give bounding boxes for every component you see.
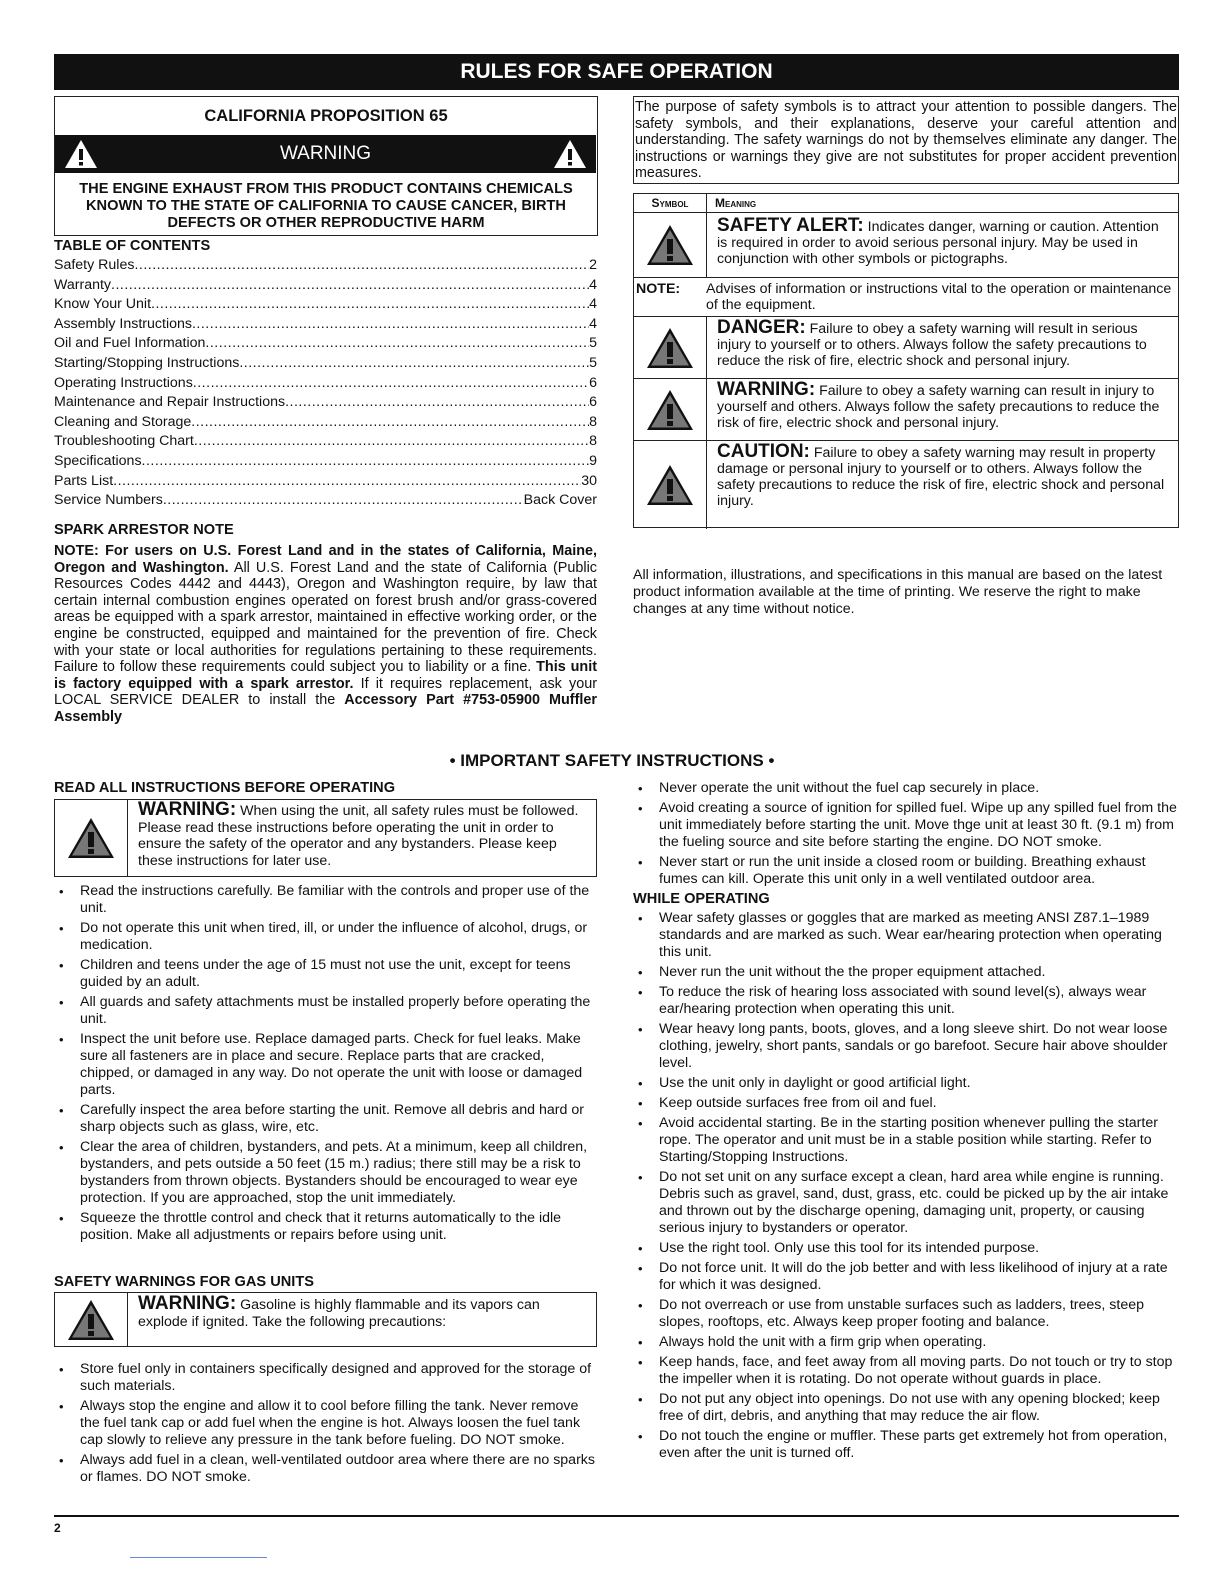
symbol-table-header [634, 194, 1178, 212]
spark-title: SPARK ARRESTOR NOTE [54, 522, 234, 538]
toc-leader-dots [193, 374, 589, 394]
list-item: • Avoid creating a source of ignition for spilled fuel. Wipe up any spilled fuel from the unit immediately before starting the unit. Move thge unit at least 30 ft. (9.1 m) from the fueling source and site before starting the engine. DO NOT smoke. [633, 800, 1179, 851]
list-item: • Squeeze the throttle control and check that it returns automatically to the idle position. Make all adjustments or repairs before using unit. [54, 1210, 597, 1244]
prop65-warning-label: WARNING [279, 143, 372, 164]
toc-item-title: Safety Rules [54, 257, 135, 273]
toc-item-page: 30 [581, 472, 597, 489]
list-item: • Children and teens under the age of 15 must not use the unit, except for teens guided by an adult. [54, 957, 597, 991]
toc-item [54, 374, 597, 394]
all-info-text: All information, illustrations, and specifications in this manual are based on the latest product information available at the time of printing. We reserve the right to make changes at any time without notice. [633, 567, 1163, 617]
toc-leader-dots [239, 354, 589, 374]
spark-arrestor-section [54, 522, 597, 726]
list-item: • Do not put any object into openings. Do not use with any opening blocked; keep free of dirt, debris, and anything that may reduce the air flow. [633, 1391, 1179, 1425]
symbol-col-header: Symbol [634, 194, 707, 212]
toc-leader-dots [163, 491, 524, 511]
important-safety-heading: • IMPORTANT SAFETY INSTRUCTIONS • [449, 751, 775, 770]
list-item: • Inspect the unit before use. Replace damaged parts. Check for fuel leaks. Make sure all fasteners are in place and secure. Replace parts that are cracked, chipped, or damaged in any way. Do not operate the unit with loose or damaged parts. [54, 1031, 597, 1099]
toc-item-title: Cleaning and Storage [54, 413, 192, 430]
list-item: • All guards and safety attachments must be installed properly before operating the unit. [54, 994, 597, 1028]
toc-item [54, 276, 597, 296]
symbol-row-danger [634, 316, 1178, 378]
toc-item-title: Parts List [54, 472, 114, 489]
toc-leader-dots [111, 276, 589, 296]
toc-leader-dots [151, 295, 589, 315]
caution-heading: CAUTION: [717, 441, 810, 462]
symbol-table [633, 193, 1179, 528]
page-header: RULES FOR SAFE OPERATION [54, 54, 1179, 90]
gas-warning-heading: WARNING: [138, 1293, 237, 1314]
list-item: • Carefully inspect the area before starting the unit. Remove all debris and hard or sharp objects such as glass, wire, etc. [54, 1102, 597, 1136]
safety-alert-icon [634, 213, 707, 277]
toc-item-page: 5 [589, 354, 597, 371]
gas-bullets [54, 1361, 597, 1486]
toc-item [54, 256, 597, 276]
gas-warning-text [128, 1293, 596, 1346]
read-all-bullets [54, 883, 597, 1244]
safety-alert-heading: SAFETY ALERT: [717, 215, 864, 236]
read-all-section [54, 780, 597, 1247]
list-item: • Use the unit only in daylight or good artificial light. [633, 1075, 1179, 1092]
warning-triangle-icon [552, 138, 588, 170]
list-item: • Use the right tool. Only use this tool for its intended purpose. [633, 1240, 1179, 1257]
list-item: • Keep outside surfaces free from oil and fuel. [633, 1095, 1179, 1112]
purpose-text: The purpose of safety symbols is to attract your attention to possible dangers. The safety symbols, and their explanations, deserve your careful attention and understanding. The safety warnings do not by themselves eliminate any danger. The instructions or warnings they give are not substitutes for proper accident prevention measures. [635, 99, 1177, 181]
caution-desc: Failure to obey a safety warning may result in property damage or personal injury to yourself or to others. Always follow the safety precautions to reduce the risk of fire, electric shock and personal injury. [717, 445, 1165, 509]
toc-item [54, 393, 597, 413]
toc-item-page: 5 [589, 335, 597, 352]
toc-item [54, 472, 597, 492]
read-all-warning-desc: When using the unit, all safety rules must be followed. Please read these instructions before operating the unit in order to ensure the safety of the operator and any bystanders. Please keep these instructions for later use. [138, 803, 579, 869]
list-item: • Do not overreach or use from unstable surfaces such as ladders, trees, steep slopes, rooftops, etc. Always keep proper footing and balance. [633, 1297, 1179, 1331]
toc-item-title: Maintenance and Repair Instructions [54, 394, 286, 411]
danger-heading: DANGER: [717, 317, 806, 338]
list-item: • Never run the unit without the the proper equipment attached. [633, 964, 1179, 981]
symbol-row-note [634, 277, 1178, 316]
toc-item [54, 491, 597, 511]
toc-leader-dots [285, 393, 589, 413]
while-operating-title: WHILE OPERATING [633, 891, 770, 907]
scan-artifact-line [130, 1557, 267, 1558]
symbol-row-safety-alert [634, 212, 1178, 277]
toc-item-title: Starting/Stopping Instructions [54, 354, 240, 371]
list-item: • Do not operate this unit when tired, ill, or under the influence of alcohol, drugs, or medication. [54, 920, 597, 954]
list-item: • Avoid accidental starting. Be in the starting position whenever pulling the starter rope. The operator and unit must be in a stable position while starting. Refer to Starting/Stopping Instructions. [633, 1115, 1179, 1166]
warning-icon [55, 1293, 128, 1346]
caution-text [707, 441, 1178, 529]
read-all-title: READ ALL INSTRUCTIONS BEFORE OPERATING [54, 780, 396, 796]
toc-item [54, 452, 597, 472]
symbol-row-warning [634, 378, 1178, 440]
list-item: • Do not set unit on any surface except a clean, hard area while engine is running. Debris such as gravel, sand, dust, grass, etc. could be picked up by the air intake and thrown out by the discharge opening, damaging unit, property, or causing serious injury to bystanders or operator. [633, 1169, 1179, 1237]
toc-item-title: Warranty [54, 276, 112, 293]
toc-item-title: Service Numbers [54, 492, 163, 509]
list-item: • Wear safety glasses or goggles that are marked as meeting ANSI Z87.1–1989 standards and are marked as such. Wear ear/hearing protection when operating this unit. [633, 910, 1179, 961]
list-item: • Keep hands, face, and feet away from all moving parts. Do not touch or try to stop the impeller when it is rotating. Do not operate without guards in place. [633, 1354, 1179, 1388]
toc-item [54, 315, 597, 335]
fuel-bullets [633, 780, 1179, 888]
list-item: • Wear heavy long pants, boots, gloves, and a long sleeve shirt. Do not wear loose clothing, jewelry, short pants, sandals or go barefoot. Secure hair above shoulder level. [633, 1021, 1179, 1072]
gas-warning-box [54, 1292, 597, 1347]
read-all-warning-text [128, 800, 596, 876]
list-item: • Always add fuel in a clean, well-ventilated outdoor area where there are no sparks or flames. DO NOT smoke. [54, 1452, 597, 1486]
toc-item [54, 432, 597, 452]
toc-item-title: Know Your Unit [54, 296, 152, 313]
warning-triangle-icon [63, 138, 99, 170]
gas-section [54, 1274, 597, 1489]
list-item: • Always stop the engine and allow it to cool before filling the tank. Never remove the fuel tank cap or add fuel when the engine is hot. Always loosen the fuel tank cap slowly to relieve any pressure in the tank before fueling. DO NOT smoke. [54, 1398, 597, 1449]
danger-icon [634, 317, 707, 378]
prop65-text: THE ENGINE EXHAUST FROM THIS PRODUCT CONTAINS CHEMICALS KNOWN TO THE STATE OF CALIFORNIA TO CAUSE CANCER, BIRTH DEFECTS OR OTHER REPRODUCTIVE HARM [79, 181, 573, 231]
warning-desc: Failure to obey a safety warning can result in injury to yourself and others. Always follow the safety precautions to reduce the risk of fire, electric shock and personal injury. [717, 383, 1160, 431]
toc-item [54, 334, 597, 354]
read-all-warning-box [54, 799, 597, 877]
footer-rule [54, 1515, 1179, 1517]
safety-alert-desc: Indicates danger, warning or caution. Attention is required in order to avoid serious personal injury. May be used in conjunction with other symbols or pictographs. [717, 219, 1159, 267]
prop65-warning-bar [55, 135, 596, 173]
toc-leader-dots [192, 315, 589, 335]
gas-warning-desc: Gasoline is highly flammable and its vapors can explode if ignited. Take the following precautions: [138, 1297, 540, 1330]
toc-item-page: Back Cover [523, 492, 597, 509]
spark-text: All U.S. Forest Land and the state of California (Public Resources Codes 4442 and 4443), Oregon and Washington require, by law that certain internal combustion engines operated on forest brush and/or grass-covered areas be equipped with a spark arrestor, maintained in effective working order, or the engine be constructed, equipped and maintained for the prevention of fire. Check with your state or local authorities for regulations pertaining to these requirements. Failure to follow these requirements could subject you to liability or a fine. [54, 559, 597, 676]
toc-leader-dots [194, 432, 589, 452]
toc-item-title: Operating Instructions [54, 374, 193, 391]
toc-item [54, 354, 597, 374]
list-item: • Never operate the unit without the fuel cap securely in place. [633, 780, 1179, 797]
warning-heading: WARNING: [717, 379, 816, 400]
toc-leader-dots [191, 413, 589, 433]
gas-title: SAFETY WARNINGS FOR GAS UNITS [54, 1274, 315, 1290]
danger-text [707, 317, 1178, 378]
purpose-box [633, 96, 1179, 184]
toc-item-title: Specifications [54, 452, 142, 469]
spark-lead: NOTE: For users on U.S. Forest Land and in the states of California, Maine, Oregon and Washington. [54, 543, 597, 576]
toc-item-title: Assembly Instructions [54, 315, 192, 332]
toc-title: TABLE OF CONTENTS [54, 238, 211, 254]
spark-text-2: If it requires replacement, ask your LOCAL SERVICE DEALER to install the [54, 675, 597, 709]
symbol-row-caution [634, 440, 1178, 529]
toc-item [54, 413, 597, 433]
toc-leader-dots [142, 452, 590, 472]
warning-icon [634, 379, 707, 440]
toc-item-page: 8 [589, 413, 597, 430]
warning-text [707, 379, 1178, 440]
meaning-col-header: Meaning [715, 196, 757, 210]
toc-item-page: 6 [589, 394, 597, 411]
toc-item-page: 2 [589, 257, 597, 273]
toc-item-page: 9 [589, 452, 597, 469]
list-item: • Store fuel only in containers specifically designed and approved for the storage of such materials. [54, 1361, 597, 1395]
toc-item-title: Oil and Fuel Information [54, 335, 206, 352]
toc-leader-dots [113, 472, 581, 492]
toc-item [54, 295, 597, 315]
caution-icon [634, 441, 707, 529]
toc-leader-dots [205, 334, 589, 354]
spark-body [54, 543, 597, 726]
prop65-title: CALIFORNIA PROPOSITION 65 [204, 107, 448, 125]
list-item: • Never start or run the unit inside a closed room or building. Breathing exhaust fumes can kill. Operate this unit only in a well ventilated outdoor area. [633, 854, 1179, 888]
safety-alert-text [707, 213, 1178, 277]
spark-part: Accessory Part #753-05900 Muffler Assembly [54, 692, 597, 725]
toc-item-page: 4 [589, 296, 597, 313]
toc-item-page: 4 [589, 315, 597, 332]
list-item: • Read the instructions carefully. Be familiar with the controls and proper use of the unit. [54, 883, 597, 917]
toc-leader-dots [134, 256, 589, 276]
danger-desc: Failure to obey a safety warning will result in serious injury to yourself or to others. Always follow the safety precautions to reduce the risk of fire, electric shock and personal injury. [717, 321, 1147, 369]
list-item: • Do not touch the engine or muffler. These parts get extremely hot from operation, even after the unit is turned off. [633, 1428, 1179, 1462]
list-item: • Clear the area of children, bystanders, and pets. At a minimum, keep all children, bystanders, and pets outside a 50 feet (15 m.) radius; there still may be a risk to bystanders from thrown objects. Bystanders should be encouraged to wear eye protection. If you are approached, stop the unit immediately. [54, 1139, 597, 1207]
read-all-warning-heading: WARNING: [138, 799, 237, 820]
list-item: • Do not force unit. It will do the job better and with less likelihood of injury at a rate for which it was designed. [633, 1260, 1179, 1294]
spark-factory: This unit is factory equipped with a spark arrestor. [54, 659, 597, 692]
while-operating-bullets [633, 910, 1179, 1462]
toc-list [54, 256, 597, 511]
page-number: 2 [54, 1521, 61, 1535]
prop65-box [54, 96, 598, 236]
toc-item-title: Troubleshooting Chart [54, 433, 194, 450]
toc-item-page: 4 [589, 276, 597, 293]
list-item: • Always hold the unit with a firm grip when operating. [633, 1334, 1179, 1351]
toc-item-page: 8 [589, 433, 597, 450]
toc-item-page: 6 [589, 374, 597, 391]
warning-icon [55, 800, 128, 876]
table-of-contents [54, 238, 597, 511]
note-label: NOTE: [636, 281, 681, 297]
right-column-safety [633, 780, 1179, 1465]
list-item: • To reduce the risk of hearing loss associated with sound level(s), always wear ear/hearing protection when operating this unit. [633, 984, 1179, 1018]
note-text: Advises of information or instructions vital to the operation or maintenance of the equipment. [706, 281, 1172, 313]
